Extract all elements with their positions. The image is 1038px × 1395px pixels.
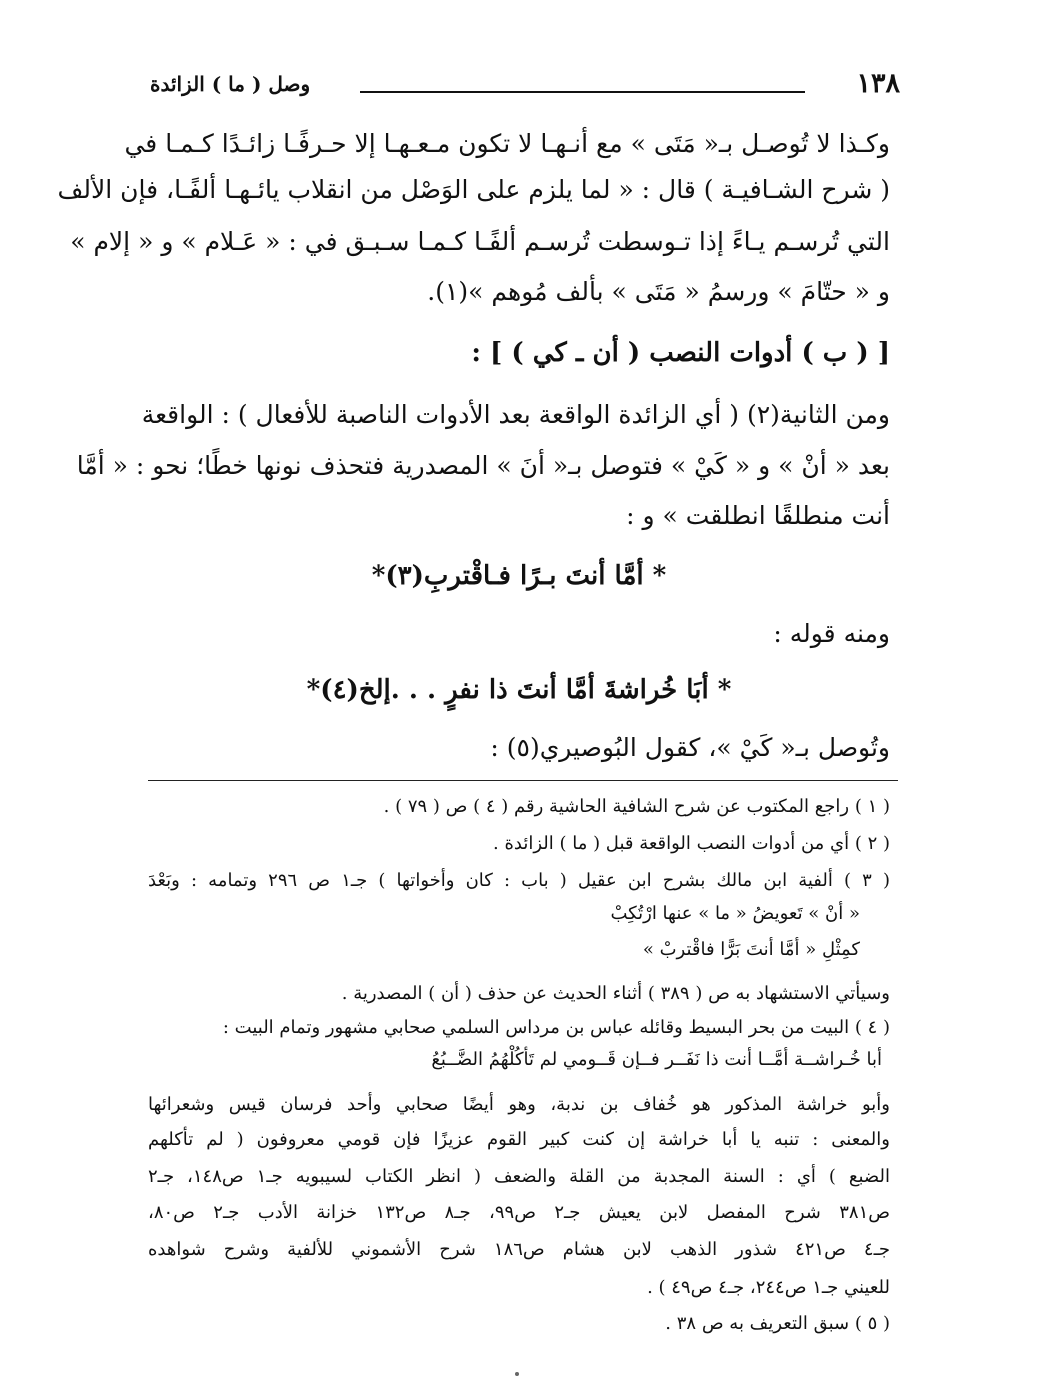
text-line: وتُوصل بـ« كَيْ »، كقول البُوصيري(٥) : <box>490 733 890 762</box>
footnote-line: وأبو خراشة المذكور هو خُفاف بن ندبة، وهو أيضًا صحابي وأحد فرسان قيس وشعرائها <box>148 1094 890 1115</box>
text-line: أنت منطلقًا انطلقت » و : <box>626 501 890 530</box>
scan-speck <box>515 1372 519 1376</box>
footnote-verse: كمِثْلِ « أمَّا أنتَ بَرًّا فاقْتربْ » <box>642 939 860 960</box>
running-title: وصل ( ما ) الزائدة <box>150 72 311 96</box>
verse-line: * أبَا خُراشةَ أمَّا أنتَ ذا نفرٍ . . .إلخ(٤)* <box>306 675 732 705</box>
footnote-line: الضبع ) أي : السنة المجدبة من القلة والضعف ( انظر الكتاب لسيبويه جـ١ ص١٤٨، جـ٢ <box>148 1166 891 1187</box>
text-line: ( شرح الشـافيـة ) قال : « لما يلزم على الوَصْل من انقلاب يائـهـا ألفًـا، فإن الألف <box>57 175 890 204</box>
text-line: ومن الثانية(٢) ( أي الزائدة الواقعة بعد الأدوات الناصبة للأفعال ) : الواقعة <box>141 400 890 429</box>
header-rule <box>360 91 805 93</box>
footnote-line: وسيأتي الاستشهاد به ص ( ٣٨٩ ) أثناء الحديث عن حذف ( أن ) المصدرية . <box>341 983 890 1004</box>
footnote-line: ( ١ ) راجع المكتوب عن شرح الشافية الحاشية رقم ( ٤ ) ص ( ٧٩ ) . <box>383 796 890 817</box>
footnote-line: جـ٤ ص٤٢١ شذور الذهب لابن هشام ص١٨٦ شرح الأشموني للألفية وشرح شواهده <box>148 1239 890 1260</box>
footnote-line: ( ٤ ) البيت من بحر البسيط وقائله عباس بن مرداس السلمي صحابي مشهور وتمام البيت : <box>222 1017 890 1038</box>
footnote-separator <box>148 780 898 781</box>
footnote-verse: أبا خُـراشــة أمَّــا أنت ذا نَفَــر فــإن قَــومي لم تَأكُلْهُمُ الضَّــبُعُ <box>431 1049 882 1070</box>
footnote-line: ( ٢ ) أي من أدوات النصب الواقعة قبل ( ما ) الزائدة . <box>493 833 890 854</box>
footnote-line: والمعنى : تنبه يا أبا خراشة إن كنت كبير القوم عزيزًا فإن قومي معروفون ( لم تأكلهم <box>148 1129 890 1150</box>
text-line: التي تُرسـم يـاءً إذا تـوسطت تُرسـم ألفًـا كـمـا سـبـق في : « عَـلام » و « إلام » <box>70 227 890 256</box>
page-header <box>150 66 900 106</box>
footnote-line: ( ٣ ) ألفية ابن مالك بشرح ابن عقيل ( باب : كان وأخواتها ) جـ١ ص ٢٩٦ وتمامه : وبَعْدَ <box>148 870 890 891</box>
text-line: ومنه قوله : <box>773 619 890 648</box>
page-number: ١٣٨ <box>856 68 900 99</box>
footnote-line: ص٣٨١ شرح المفصل لابن يعيش جـ٢ ص٩٩، جـ٨ ص١٣٢ خزانة الأدب جـ٢ ص٨٠، <box>148 1202 891 1223</box>
text-line: وكـذا لا تُوصـل بـ« مَتَى » مع أنـهـا لا تكون مـعـهـا إلا حـرفًـا زائـدًا كـمـا في <box>124 129 890 158</box>
text-line: بعد « أنْ » و « كَيْ » فتوصل بـ« أنَ » المصدرية فتحذف نونها خطًا؛ نحو : « أمَّا <box>76 451 890 480</box>
section-heading: [ ( ب ) أدوات النصب ( أن ـ كي ) ] : <box>471 338 890 368</box>
footnote-line: ( ٥ ) سبق التعريف به ص ٣٨ . <box>665 1313 890 1334</box>
text-line: و « حتّامَ » ورسمُ « مَتَى » بألف مُوهم »(١). <box>427 277 890 306</box>
footnote-verse: « أنْ » تَعويضُ « ما » عنها ارْتُكِبْ <box>610 903 860 924</box>
verse-line: * أمَّا أنتَ بـرًا فـاقْتربِ(٣)* <box>371 561 667 591</box>
footnote-line: للعيني جـ١ ص٢٤٤، جـ٤ ص٤٩ ) . <box>647 1277 890 1298</box>
